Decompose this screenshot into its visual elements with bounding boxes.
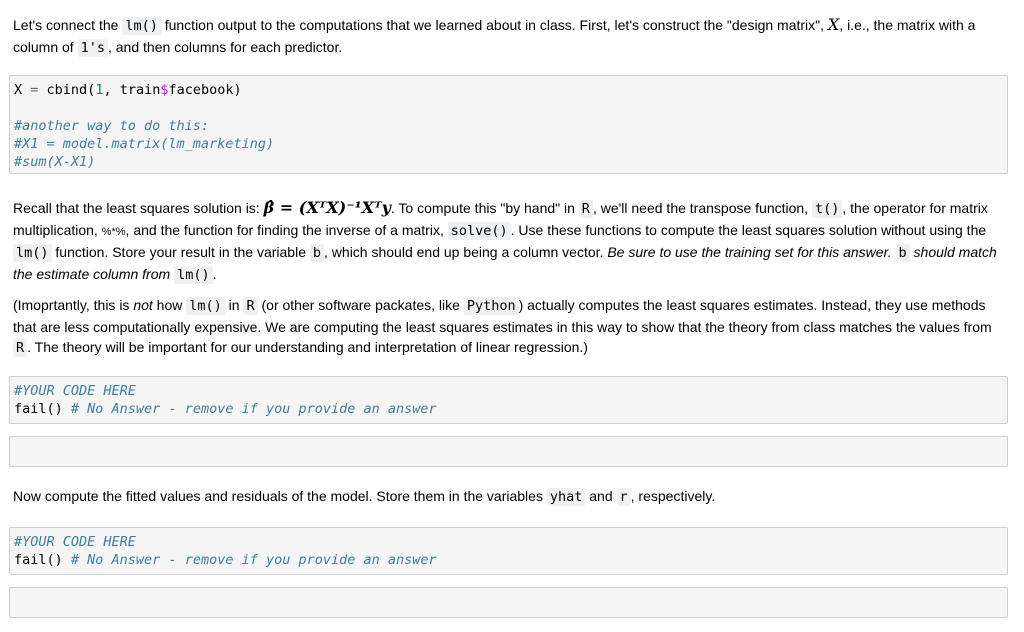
importantly-paragraph (13, 295, 1008, 359)
code-comment: #YOUR CODE HERE (14, 383, 136, 399)
para-emphasis: not (133, 297, 153, 313)
recall-emphasis: should match the estimate column from (13, 244, 997, 282)
code-comment: # No Answer - remove if you provide an answer (70, 401, 437, 417)
para-text: Now compute the fitted values and residuals of the model. Store them in the variables (13, 488, 547, 504)
intro-paragraph (13, 15, 1008, 58)
inline-code: solve() (448, 222, 511, 240)
para-text: in (224, 297, 244, 313)
recall-paragraph (13, 198, 1008, 285)
para-text: ) actually computes the least squares estimates. Instead, they use methods that are less computationally expensive. We are computing the least squares estimates in this way to show that the theory from class matches the values from (13, 297, 992, 335)
code-comment: #YOUR CODE HERE (14, 534, 136, 550)
least-squares-formula: β̂ = (XᵀX)⁻¹Xᵀy (263, 198, 391, 217)
code-cell-least-squares[interactable] (9, 376, 1008, 424)
inline-code: 1's (78, 39, 108, 57)
para-text: , respectively. (630, 488, 716, 504)
intro-text: , and then columns for each predictor. (107, 38, 343, 55)
para-text: how (152, 297, 187, 313)
code-token: facebook) (168, 82, 242, 98)
para-text: . The theory will be important for our understanding and interpretation of linear regression.) (27, 339, 588, 355)
matmul-operator: %*% (101, 225, 126, 238)
inline-code: yhat (547, 488, 586, 506)
recall-text: . (212, 265, 217, 282)
code-token: $ (160, 82, 169, 98)
code-token: fail() (14, 552, 71, 568)
math-x: X (827, 15, 840, 34)
code-comment: # No Answer - remove if you provide an answer (70, 552, 437, 568)
code-token: 1 (95, 82, 104, 98)
inline-code: b (310, 244, 324, 262)
intro-text: , i.e., the matrix with a column of (13, 17, 976, 55)
inline-code: t() (812, 200, 842, 218)
inline-code: r (617, 488, 631, 506)
code-token: , train (103, 82, 161, 98)
inline-code: R (243, 297, 257, 315)
code-token: = (30, 82, 39, 98)
code-token: X (14, 82, 31, 98)
para-text: (Imoprtantly, this is (13, 297, 134, 313)
recall-emphasis: Be sure to use the training set for this answer. (607, 244, 896, 260)
recall-text: , we'll need the transpose function, (592, 200, 812, 216)
inline-code: R (13, 339, 27, 357)
inline-code: b (896, 244, 910, 262)
recall-text: Recall that the least squares solution is: (13, 200, 264, 216)
code-comment: #X1 = model.matrix(lm_marketing) (14, 136, 275, 152)
inline-code: lm() (186, 297, 225, 315)
intro-text: Let's connect the (13, 17, 123, 33)
code-comment: #another way to do this: (14, 118, 210, 134)
recall-text: , which should end up being a column vector. (324, 244, 608, 260)
recall-text: . Use these functions to compute the least squares solution without using the (510, 221, 987, 238)
code-cell-fitted-values[interactable] (9, 527, 1008, 575)
inline-code: Python (464, 297, 519, 315)
code-token: cbind( (38, 82, 96, 98)
intro-text: function output to the computations that we learned about in class. First, let's construct the "design matrix", (160, 17, 828, 33)
recall-text: , the operator for matrix multiplication, (13, 200, 988, 238)
recall-text: , and the function for finding the inverse of a matrix, (125, 221, 448, 238)
para-text: (or other software packates, like (257, 297, 464, 313)
fitted-paragraph (13, 486, 1008, 508)
inline-code: lm() (174, 266, 213, 284)
code-comment: #sum(X-X1) (14, 154, 96, 170)
code-cell-design-matrix[interactable] (9, 75, 1008, 174)
para-text: and (585, 488, 617, 504)
output-area[interactable] (9, 587, 1008, 618)
inline-code: lm() (13, 244, 52, 262)
output-area[interactable] (9, 436, 1008, 467)
inline-code: R (579, 200, 593, 218)
recall-text: . To compute this "by hand" in (390, 200, 579, 216)
recall-text: function. Store your result in the variable (51, 244, 310, 260)
code-token: fail() (14, 401, 71, 417)
inline-code: lm() (122, 17, 161, 35)
